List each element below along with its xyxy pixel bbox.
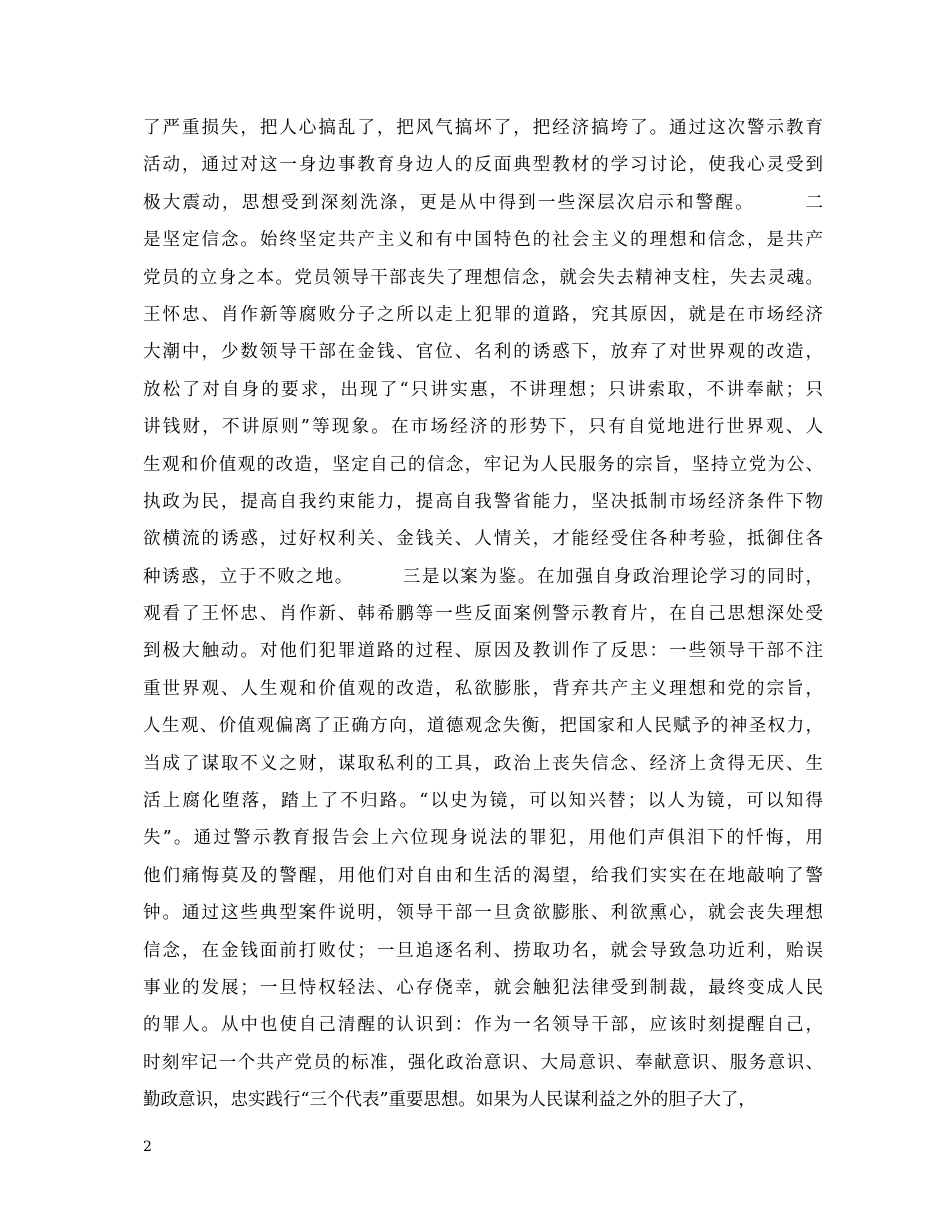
text-line: 执政为民，提高自我约束能力，提高自我警省能力，坚决抵制市场经济条件下物 xyxy=(143,491,823,512)
text-line: 时刻牢记一个共产党员的标准，强化政治意识、大局意识、奉献意识、服务意识、 xyxy=(143,1052,823,1073)
text-line: 信念，在金钱面前打败仗；一旦追逐名利、捞取功名，就会导致急功近利，贻误 xyxy=(143,940,823,961)
body-text xyxy=(143,110,823,1120)
text-line: 党员的立身之本。党员领导干部丧失了理想信念，就会失去精神支柱，失去灵魂。 xyxy=(143,267,823,288)
text-line: 王怀忠、肖作新等腐败分子之所以走上犯罪的道路，究其原因，就是在市场经济 xyxy=(143,304,823,325)
text-line: 他们痛悔莫及的警醒，用他们对自由和生活的渴望，给我们实实在在地敲响了警 xyxy=(143,865,823,886)
text-line: 人生观、价值观偏离了正确方向，道德观念失衡，把国家和人民赋予的神圣权力， xyxy=(143,716,823,737)
text-line: 极大震动，思想受到深刻洗涤，更是从中得到一些深层次启示和警醒。 二 xyxy=(143,192,823,213)
text-line: 到极大触动。对他们犯罪道路的过程、原因及教训作了反思：一些领导干部不注 xyxy=(143,641,823,662)
text-line: 事业的发展；一旦恃权轻法、心存侥幸，就会触犯法律受到制裁，最终变成人民 xyxy=(143,977,823,998)
text-line: 讲钱财，不讲原则”等现象。在市场经济的形势下，只有自觉地进行世界观、人 xyxy=(143,417,823,438)
text-line: 失”。通过警示教育报告会上六位现身说法的罪犯，用他们声俱泪下的忏悔，用 xyxy=(143,828,823,849)
text-line: 当成了谋取不义之财，谋取私利的工具，政治上丧失信念、经济上贪得无厌、生 xyxy=(143,753,823,774)
text-line: 种诱惑，立于不败之地。 三是以案为鉴。在加强自身政治理论学习的同时， xyxy=(143,566,823,587)
page-number: 2 xyxy=(143,1139,152,1155)
text-line: 大潮中，少数领导干部在金钱、官位、名利的诱惑下，放弃了对世界观的改造， xyxy=(143,342,823,363)
text-line: 是坚定信念。始终坚定共产主义和有中国特色的社会主义的理想和信念，是共产 xyxy=(143,230,823,251)
text-line: 重世界观、人生观和价值观的改造，私欲膨胀，背弃共产主义理想和党的宗旨， xyxy=(143,678,823,699)
text-line: 勤政意识，忠实践行“三个代表”重要思想。如果为人民谋利益之外的胆子大了， xyxy=(143,1090,756,1111)
text-line: 活上腐化堕落，踏上了不归路。“以史为镜，可以知兴替；以人为镜，可以知得 xyxy=(143,791,823,812)
text-line: 生观和价值观的改造，坚定自己的信念，牢记为人民服务的宗旨，坚持立党为公、 xyxy=(143,454,823,475)
text-line: 活动，通过对这一身边事教育身边人的反面典型教材的学习讨论，使我心灵受到 xyxy=(143,155,823,176)
text-line: 钟。通过这些典型案件说明，领导干部一旦贪欲膨胀、利欲熏心，就会丧失理想 xyxy=(143,903,823,924)
text-line: 的罪人。从中也使自己清醒的认识到：作为一名领导干部，应该时刻提醒自己， xyxy=(143,1015,823,1036)
text-line: 欲横流的诱惑，过好权利关、金钱关、人情关，才能经受住各种考验，抵御住各 xyxy=(143,529,823,550)
text-line: 了严重损失，把人心搞乱了，把风气搞坏了，把经济搞垮了。通过这次警示教育 xyxy=(143,118,823,138)
text-line: 放松了对自身的要求，出现了“只讲实惠，不讲理想；只讲索取，不讲奉献；只 xyxy=(143,379,823,400)
text-line: 观看了王怀忠、肖作新、韩希鹏等一些反面案例警示教育片，在自己思想深处受 xyxy=(143,604,823,625)
